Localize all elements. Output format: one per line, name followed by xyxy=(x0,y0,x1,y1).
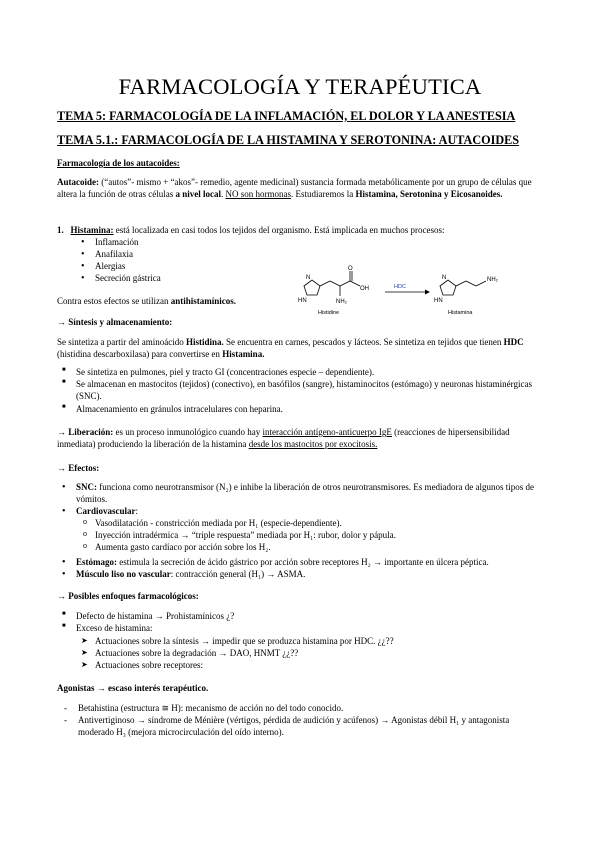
liberacion-t1: es un proceso inmunológico cuando hay xyxy=(113,427,263,437)
enfoques-list xyxy=(76,611,546,635)
nh2-label-a: NH₂ xyxy=(336,299,347,305)
autacoide-paragraph xyxy=(57,177,544,201)
cardio-label: Cardiovascular xyxy=(76,505,136,516)
hn-label: HN xyxy=(298,298,307,304)
arrow-head-icon xyxy=(425,290,430,295)
antihist: antihistamínicos. xyxy=(170,296,236,306)
autacoide-term: Autacoide: xyxy=(57,177,99,187)
estomago-text: estimula la secreción de ácido gástrico por acción sobre receptores H₂ → importante en úlcera péptica. xyxy=(117,557,489,567)
list-item: ➤ Actuaciones sobre la degradación → DAO, HNMT ¿¿?? xyxy=(95,648,545,660)
list-item: ■ Almacenamiento en gránulos intracelulares con heparina. xyxy=(76,404,546,416)
sintesis-text-b: Histidina. xyxy=(185,337,224,347)
liberacion-u1: interacción antígeno-anticuerpo IgE xyxy=(262,427,392,437)
efecto-estomago xyxy=(76,557,546,569)
autacoide-etym: (“autos”- mismo + “akos”- remedio, agente medicinal) sustancia formada metabólicamente por un grupo de células que altera la función de otras células xyxy=(57,177,532,199)
list-item: • Anafilaxia xyxy=(95,249,295,261)
histamine-structure xyxy=(440,280,486,295)
list-item xyxy=(95,518,545,530)
list-item: ■ Defecto de histamina → Prohistamínicos ¿? xyxy=(76,611,546,623)
cardio-sub-0: Vasodilatación - constricción mediada por H₁ (especie-dependiente). xyxy=(95,518,342,528)
autacoide-list: Histamina, Serotonina y Eicosanoides. xyxy=(355,188,503,199)
efecto-snc xyxy=(76,482,546,506)
agonistas-heading: Agonistas → escaso interés terapéutico. xyxy=(57,683,209,693)
efectos-list-2 xyxy=(76,557,546,581)
musculo-text: : contracción general (H₁) → ASMA. xyxy=(170,568,306,579)
histidine-structure xyxy=(304,271,360,296)
cardio-sub-list xyxy=(95,518,545,554)
sintesis-text-f: Histamina. xyxy=(222,348,265,359)
no-hormonas: NO son hormonas xyxy=(225,188,291,199)
list-item: • Secreción gástrica xyxy=(95,273,295,285)
list-item: ■ Se sintetiza en pulmones, piel y tracto GI (concentraciones especie – dependiente). xyxy=(76,367,546,379)
agonistas-list xyxy=(78,703,546,739)
musculo-label: Músculo liso no vascular xyxy=(76,568,171,579)
list-item: • Inflamación xyxy=(95,237,295,249)
tema5-heading: TEMA 5: FARMACOLOGÍA DE LA INFLAMACIÓN, EL DOLOR Y LA ANESTESIA xyxy=(57,109,516,123)
histidine-label: Histidine xyxy=(318,310,340,316)
n-label: N xyxy=(306,275,311,281)
liberacion-t2: (reacciones de hipersensibilidad inmediata) produciendo la liberación de la histamina xyxy=(57,427,510,449)
autacoide-studied: . Estudiaremos la xyxy=(290,188,356,199)
procesos-list xyxy=(95,237,295,285)
enfoques-heading: → Posibles enfoques farmacológicos: xyxy=(57,591,199,601)
sintesis-text-c: Se encuentra en carnes, pescados y lácteos. Se sintetiza en tejidos que tienen xyxy=(223,337,504,347)
o-label: O xyxy=(348,266,353,272)
antihist-pre: Contra estos efectos se utilizan xyxy=(57,296,171,306)
efecto-musculo xyxy=(76,569,546,581)
list-item: o Inyección intradérmica → “triple respuesta” mediada por H₁: rubor, dolor y pápula. xyxy=(95,530,545,542)
sintesis-text-e: (histidina descarboxilasa) para convertirse en xyxy=(57,348,223,359)
list-item: o Aumenta gasto cardíaco por acción sobre los H₂. xyxy=(95,542,545,554)
oh-label: OH xyxy=(360,286,369,292)
list-item: ■ Exceso de histamina: xyxy=(76,623,546,635)
histamina-intro xyxy=(57,225,544,237)
histamina-desc: está localizada en casi todos los tejidos del organismo. Está implicada en muchos procesos: xyxy=(113,225,445,235)
document-title: FARMACOLOGÍA Y TERAPÉUTICA xyxy=(118,74,482,99)
autacoides-heading: Farmacología de los autacoides: xyxy=(57,158,180,168)
enfoques-sub-list xyxy=(95,636,545,672)
liberacion-u2: desde los mastocitos por exocitosis. xyxy=(248,438,378,449)
snc-label: SNC: xyxy=(76,482,98,492)
cardio-text: : xyxy=(135,505,139,516)
list-item: ■ Se almacenan en mastocitos (tejidos) (conectivo), en basófilos (sangre), histaminocitos (estómago) y neuronas histaminérgicas (SNC). xyxy=(76,379,546,403)
liberacion-paragraph xyxy=(57,427,544,451)
sintesis-text-d: HDC xyxy=(503,337,524,347)
tema51-heading: TEMA 5.1.: FARMACOLOGÍA DE LA HISTAMINA Y SEROTONINA: AUTACOIDES xyxy=(57,133,520,147)
histidine-to-histamine-diagram xyxy=(290,264,520,322)
estomago-label: Estómago: xyxy=(76,557,117,567)
efectos-heading: → Efectos: xyxy=(57,463,100,473)
n-label-2: N xyxy=(442,275,447,281)
efecto-cardio xyxy=(76,506,546,518)
list-item: ➤ Actuaciones sobre receptores: xyxy=(95,660,545,672)
histamina-name: Histamina: xyxy=(70,225,114,235)
hdc-label: HDC xyxy=(394,284,406,290)
histamina-label: Histamina xyxy=(448,310,473,316)
histamina-num: 1. xyxy=(57,225,64,235)
snc-text: funciona como neurotransmisor (N₂) e inhibe la liberación de otros neurotransmisores. Es mediadora de algunos tipos de vómitos. xyxy=(76,482,535,504)
sintesis-heading: → Síntesis y almacenamiento: xyxy=(57,317,173,327)
sintesis-text-a: Se sintetiza a partir del aminoácido xyxy=(57,337,186,347)
efectos-list xyxy=(76,482,546,518)
hn-label-2: HN xyxy=(434,298,443,304)
autacoide-local: a nivel local xyxy=(175,188,221,199)
list-item: - Antivertiginoso → síndrome de Ménière (vértigos, pérdida de audición y acúfenos) → Agonistas débil H₁ y antagonista moderado H₃ (mejora microcirculación del oído interno). xyxy=(78,715,546,739)
sintesis-paragraph xyxy=(57,337,544,361)
liberacion-head: → Liberación: xyxy=(57,427,114,437)
autacoide-sep: . xyxy=(220,188,226,199)
sintesis-list xyxy=(76,367,546,416)
list-item: ➤ Actuaciones sobre la síntesis → impedir que se produzca histamina por HDC. ¿¿?? xyxy=(95,636,545,648)
list-item: - Betahistina (estructura ≅ H): mecanismo de acción no del todo conocido. xyxy=(78,703,546,715)
nh2-label-b: NH₂ xyxy=(487,277,498,283)
list-item: • Alergias xyxy=(95,261,295,273)
